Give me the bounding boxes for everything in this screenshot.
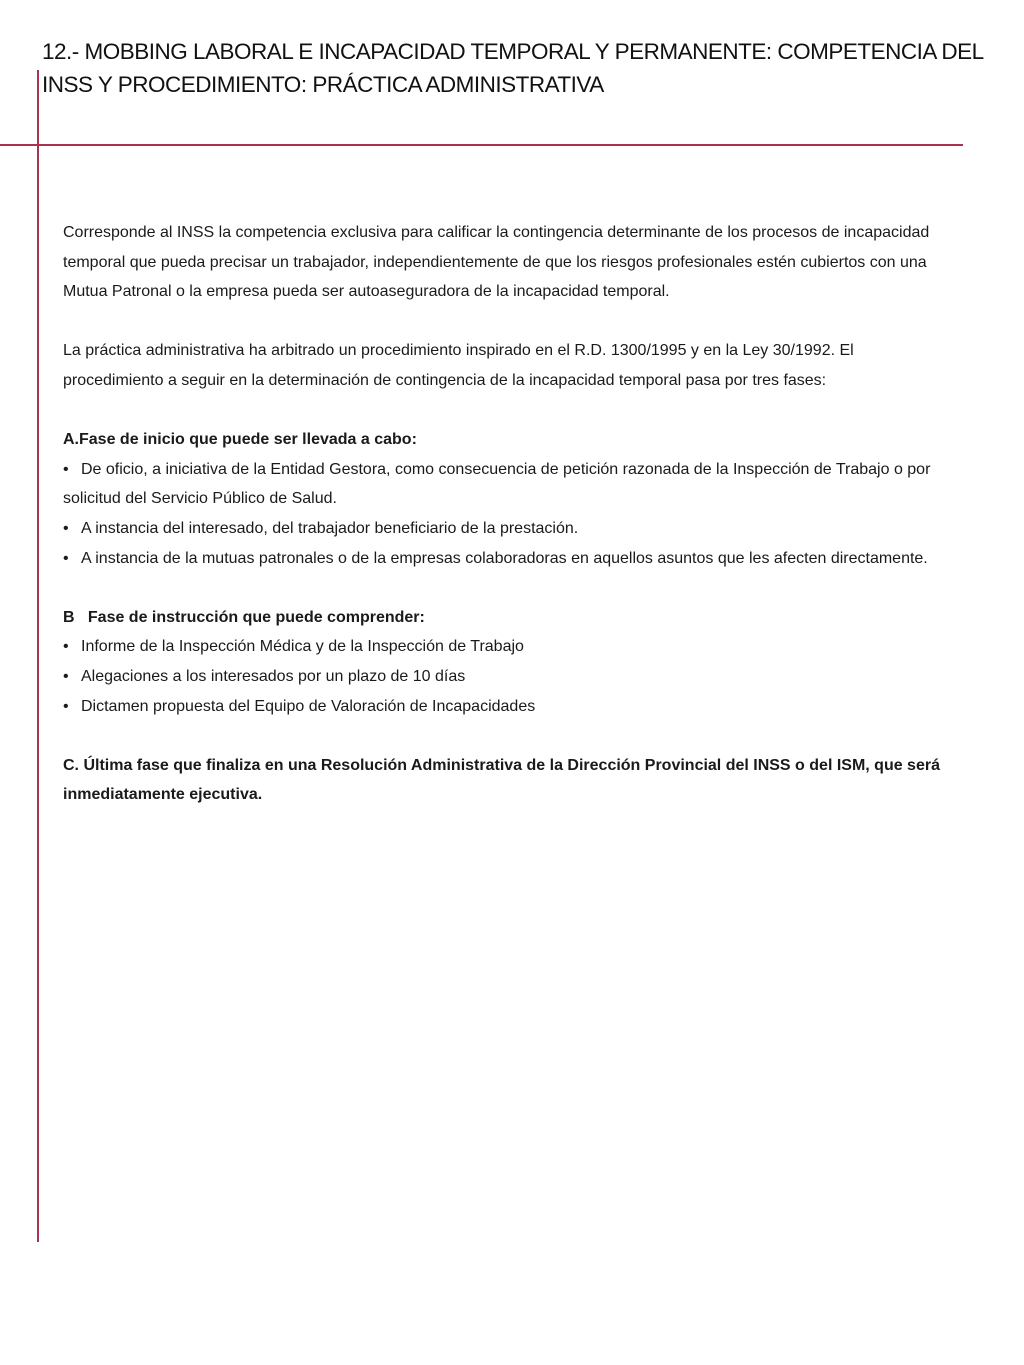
bullet-marker: • [63, 519, 69, 537]
bullet-marker: • [63, 697, 69, 715]
paragraph-spacer [63, 721, 953, 751]
paragraph-spacer [63, 307, 953, 337]
header-divider-rule [0, 144, 963, 146]
section-b-bullet-1 [63, 632, 953, 662]
bullet-text: De oficio, a iniciativa de la Entidad Gestora, como consecuencia de petición razonada de la Inspección de Trabajo o por solicitud del Servicio Público de Salud. [63, 460, 931, 508]
bullet-text: Dictamen propuesta del Equipo de Valoración de Incapacidades [81, 697, 536, 715]
paragraph-spacer [63, 396, 953, 426]
bullet-marker: • [63, 460, 69, 478]
bullet-marker: • [63, 638, 69, 656]
section-a-bullet-3 [63, 544, 953, 574]
bullet-text: Alegaciones a los interesados por un plazo de 10 días [81, 667, 466, 685]
section-b-heading: B Fase de instrucción que puede comprender: [63, 608, 425, 626]
bullet-marker: • [63, 667, 69, 685]
section-b-bullet-2 [63, 662, 953, 692]
bullet-marker: • [63, 549, 69, 567]
intro-paragraph: Corresponde al INSS la competencia exclusiva para calificar la contingencia determinante de los procesos de incapacidad temporal que pueda precisar un trabajador, independientemente de que los riesgos profesionales estén cubiertos con una Mutua Patronal o la empresa pueda ser autoaseguradora de la incapacidad temporal. [63, 224, 930, 301]
section-a-bullet-1 [63, 455, 953, 514]
page-title: 12.- MOBBING LABORAL E INCAPACIDAD TEMPORAL Y PERMANENTE: COMPETENCIA DEL INSS Y PROCEDIMIENTO: PRÁCTICA ADMINISTRATIVA [42, 39, 983, 97]
paragraph-spacer [63, 573, 953, 603]
bullet-text: A instancia de la mutuas patronales o de la empresas colaboradoras en aquellos asuntos que les afecten directamente. [81, 549, 928, 567]
document-body [63, 218, 953, 810]
procedure-paragraph: La práctica administrativa ha arbitrado un procedimiento inspirado en el R.D. 1300/1995 y en la Ley 30/1992. El procedimiento a seguir en la determinación de contingencia de la incapacidad temporal pasa por tres fases: [63, 342, 854, 389]
section-a-bullet-2 [63, 514, 953, 544]
bullet-text: A instancia del interesado, del trabajador beneficiario de la prestación. [81, 519, 579, 537]
section-a-heading: A.Fase de inicio que puede ser llevada a cabo: [63, 431, 417, 449]
section-b-bullet-3 [63, 692, 953, 722]
bullet-text: Informe de la Inspección Médica y de la Inspección de Trabajo [81, 638, 524, 656]
section-c-text: C. Última fase que finaliza en una Resolución Administrativa de la Dirección Provincial del INSS o del ISM, que será inmediatamente ejecutiva. [63, 756, 940, 804]
left-margin-rule [37, 70, 39, 1242]
